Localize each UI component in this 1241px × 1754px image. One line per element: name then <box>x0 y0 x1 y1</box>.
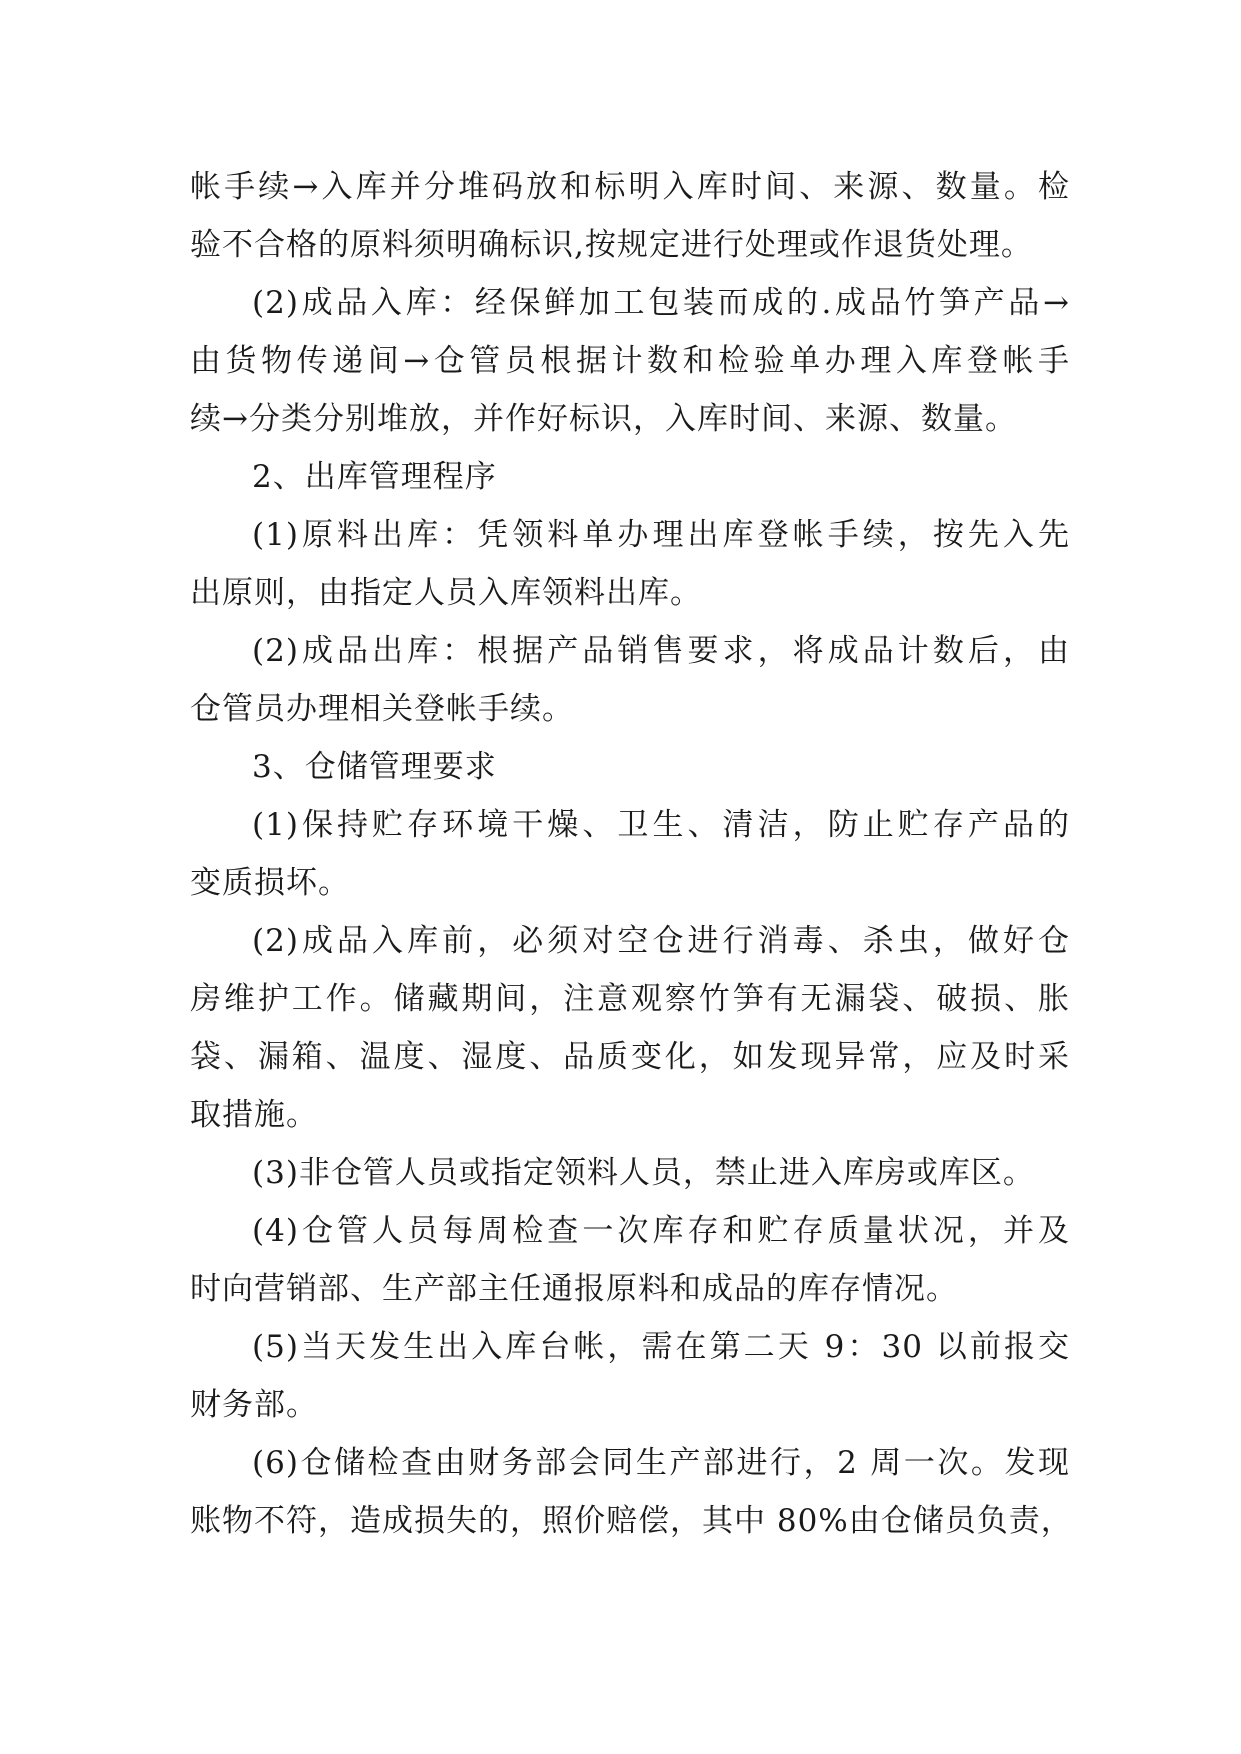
text-line: 取措施。 <box>190 1097 318 1133</box>
text-line: (4)仓管人员每周检查一次库存和贮存质量状况，并及 <box>252 1213 1070 1249</box>
text-line: 变质损坏。 <box>190 865 350 901</box>
text-line: 时向营销部、生产部主任通报原料和成品的库存情况。 <box>190 1271 958 1307</box>
text-line: (1)原料出库：凭领料单办理出库登帐手续，按先入先 <box>252 517 1070 553</box>
text-line: 由货物传递间→仓管员根据计数和检验单办理入库登帐手 <box>190 343 1070 379</box>
text-line: (3)非仓管人员或指定领料人员，禁止进入库房或库区。 <box>252 1155 1035 1191</box>
text-line: (5)当天发生出入库台帐，需在第二天 9：30 以前报交 <box>252 1329 1070 1365</box>
text-line: 袋、漏箱、温度、湿度、品质变化，如发现异常，应及时采 <box>190 1039 1070 1075</box>
text-line: 账物不符，造成损失的，照价赔偿，其中 80%由仓储员负责， <box>190 1503 1073 1539</box>
text-line: 验不合格的原料须明确标识,按规定进行处理或作退货处理。 <box>190 227 1033 263</box>
text-line: 财务部。 <box>190 1387 318 1423</box>
text-line: (6)仓储检查由财务部会同生产部进行，2 周一次。发现 <box>252 1445 1070 1481</box>
document-body <box>190 158 1073 1550</box>
text-line: 3、仓储管理要求 <box>252 749 497 785</box>
text-line: 2、出库管理程序 <box>252 459 497 495</box>
text-line: (2)成品入库前，必须对空仓进行消毒、杀虫，做好仓 <box>252 923 1070 959</box>
text-line: (2)成品出库：根据产品销售要求，将成品计数后，由 <box>252 633 1070 669</box>
text-line: 仓管员办理相关登帐手续。 <box>190 691 574 727</box>
text-line: 房维护工作。储藏期间，注意观察竹笋有无漏袋、破损、胀 <box>190 981 1070 1017</box>
text-line: (2)成品入库：经保鲜加工包装而成的.成品竹笋产品→ <box>252 285 1070 321</box>
text-line: 出原则，由指定人员入库领料出库。 <box>190 575 702 611</box>
text-line: 续→分类分别堆放，并作好标识，入库时间、来源、数量。 <box>190 401 1017 437</box>
text-line: (1)保持贮存环境干燥、卫生、清洁，防止贮存产品的 <box>252 807 1070 843</box>
text-line: 帐手续→入库并分堆码放和标明入库时间、来源、数量。检 <box>190 169 1070 205</box>
